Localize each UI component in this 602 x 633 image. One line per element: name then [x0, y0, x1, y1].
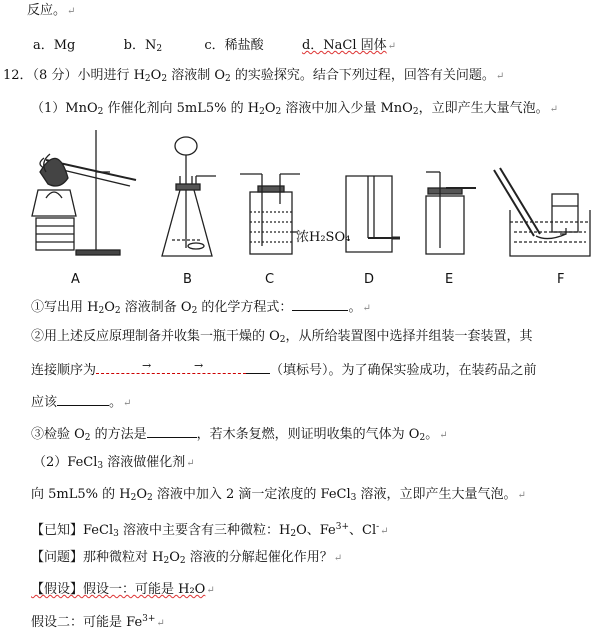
option-c: c．稀盐酸: [204, 38, 264, 53]
apparatus-f-drawing: [494, 168, 590, 256]
answer-blank-check[interactable]: [57, 391, 109, 406]
apparatus-e-drawing: [426, 172, 476, 254]
question-circle-2-before: 应该 。↵: [31, 391, 131, 413]
line1-text: 反应。: [27, 3, 67, 18]
label-c: C: [265, 272, 275, 287]
apparatus-d-drawing: [346, 176, 400, 252]
hypothesis-1: 【假设】假设一：可能是 H₂O↵: [31, 582, 215, 597]
problem-line: 【问题】那种微粒对 $H_2O_2$ 溶液的分解起催化作用？↵: [31, 550, 343, 566]
label-e: E: [445, 272, 454, 287]
option-a: a．Mg: [33, 38, 76, 53]
acid-label: 浓H₂SO₄: [296, 230, 351, 245]
question-12: 12．（8 分）小明进行 $H_2O_2$ 溶液制 $O_2$ 的实验探究。结合下列过程，回答有关问题。↵: [3, 68, 505, 84]
sub-question-1: （1）MnO$_2$ 作催化剂向 5mL5% 的 $H_2O_2$ 溶液中加入少量 MnO$_2$，立即产生大量气泡。↵: [31, 101, 558, 117]
answer-blank-equation[interactable]: [292, 296, 348, 311]
question-circle-3: ③检验 $O_2$ 的方法是 ，若木条复燃，则证明收集的气体为 $O_2$。↵: [31, 423, 448, 447]
option-b: b．$N_2$: [123, 38, 163, 54]
apparatus-b-drawing: [162, 137, 216, 256]
label-a: A: [71, 272, 80, 287]
sub-question-2-desc: 向 5mL5% 的 $H_2O_2$ 溶液中加入 2 滴一定浓度的 FeCl$_3$ 溶液，立即产生大量气泡。↵: [31, 487, 526, 503]
apparatus-a-drawing: [32, 130, 136, 255]
hypothesis-2: 假设二：可能是 $Fe^{3+}↵$: [31, 614, 165, 630]
question-circle-2-order: 连接顺序为 → → （填标号）。为了确保实验成功，在装药品之前: [31, 359, 537, 378]
label-f: F: [557, 272, 565, 287]
label-d: D: [364, 272, 375, 287]
question-circle-1: ①写出用 $H_2O_2$ 溶液制备 $O_2$ 的化学方程式： 。↵: [31, 296, 371, 320]
answer-blank-test[interactable]: [147, 423, 197, 438]
option-d: d．NaCl 固体: [301, 38, 387, 53]
label-b: B: [183, 272, 192, 287]
question-circle-2: ②用上述反应原理制备并收集一瓶干燥的 $O_2$，从所给装置图中选择并组装一套装置，其: [31, 329, 533, 345]
options-row: a．Mg b．$N_2$ c．稀盐酸 d．NaCl 固体↵: [33, 38, 397, 54]
answer-blank-order[interactable]: → →: [96, 361, 246, 374]
apparatus-c-drawing: [240, 174, 300, 254]
sub-question-2: （2）FeCl$_3$ 溶液做催化剂↵: [33, 455, 195, 471]
text-line-1: 反应。↵: [27, 3, 76, 18]
known-line: 【已知】FeCl$_3$ 溶液中主要含有三种微粒：$H_2O$、$Fe^{3+}$、Cl-↵: [31, 522, 389, 539]
